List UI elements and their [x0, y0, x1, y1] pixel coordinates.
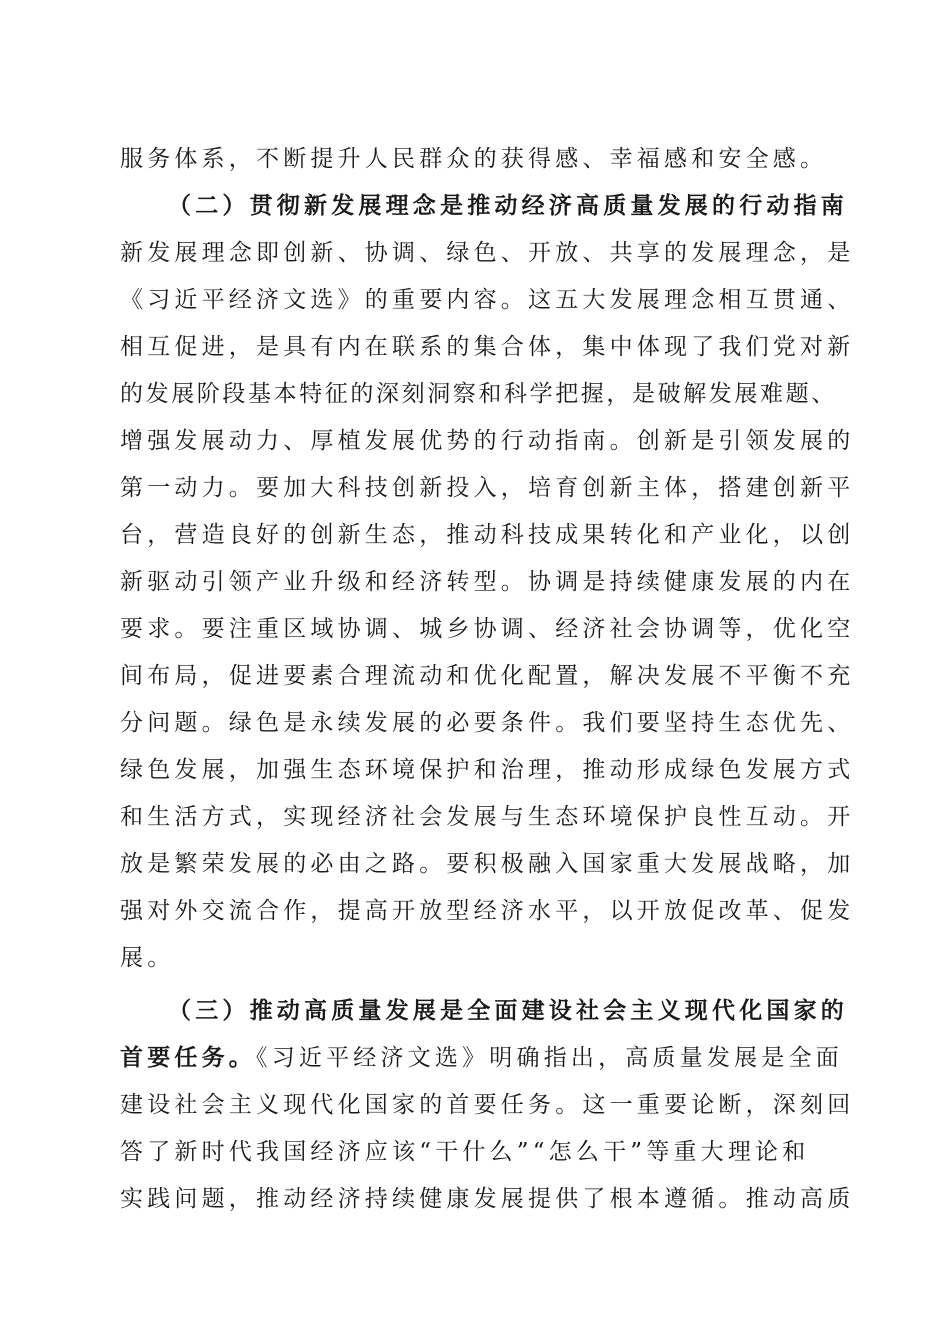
body-line: 放是繁荣发展的必由之路。要积极融入国家重大发展战略，加	[120, 851, 855, 877]
body-line: 增强发展动力、厚植发展优势的行动指南。创新是引领发展的	[120, 428, 855, 454]
body-line: 要求。要注重区域协调、城乡协调、经济社会协调等，优化空	[120, 616, 855, 642]
body-line: 和生活方式，实现经济社会发展与生态环境保护良性互动。开	[120, 804, 855, 830]
body-line: 台，营造良好的创新生态，推动科技成果转化和产业化，以创	[120, 522, 855, 548]
body-line: 相互促进，是具有内在联系的集合体，集中体现了我们党对新	[120, 334, 855, 360]
body-line: 实践问题，推动经济持续健康发展提供了根本遵循。推动高质	[120, 1186, 855, 1212]
body-line: 《习近平经济文选》的重要内容。这五大发展理念相互贯通、	[120, 287, 855, 313]
body-line: 新发展理念即创新、协调、绿色、开放、共享的发展理念，是	[120, 240, 855, 266]
body-line: 展。	[120, 945, 175, 971]
body-line: 答了新时代我国经济应该“干什么”“怎么干”等重大理论和	[120, 1139, 810, 1165]
body-line: 服务体系，不断提升人民群众的获得感、幸福感和安全感。	[120, 146, 828, 172]
body-line: 建设社会主义现代化国家的首要任务。这一重要论断，深刻回	[120, 1092, 855, 1118]
body-line: 第一动力。要加大科技创新投入，培育创新主体，搭建创新平	[120, 475, 855, 501]
section-heading-2: （二）贯彻新发展理念是推动经济高质量发展的行动指南	[168, 193, 848, 219]
section-heading-3: （三）推动高质量发展是全面建设社会主义现代化国家的	[168, 998, 848, 1024]
body-line: 强对外交流合作，提高开放型经济水平，以开放促改革、促发	[120, 898, 855, 924]
body-line: 间布局，促进要素合理流动和优化配置，解决发展不平衡不充	[120, 663, 855, 689]
section-heading-3-end: 首要任务。	[120, 1045, 256, 1071]
body-line-mixed	[120, 1038, 843, 1078]
body-text: 《习近平经济文选》明确指出，高质量发展是全面	[256, 1045, 843, 1071]
body-line: 的发展阶段基本特征的深刻洞察和科学把握，是破解发展难题、	[120, 381, 837, 407]
body-line: 分问题。绿色是永续发展的必要条件。我们要坚持生态优先、	[120, 710, 855, 736]
body-line: 绿色发展，加强生态环境保护和治理，推动形成绿色发展方式	[120, 757, 855, 783]
body-line: 新驱动引领产业升级和经济转型。协调是持续健康发展的内在	[120, 569, 855, 595]
